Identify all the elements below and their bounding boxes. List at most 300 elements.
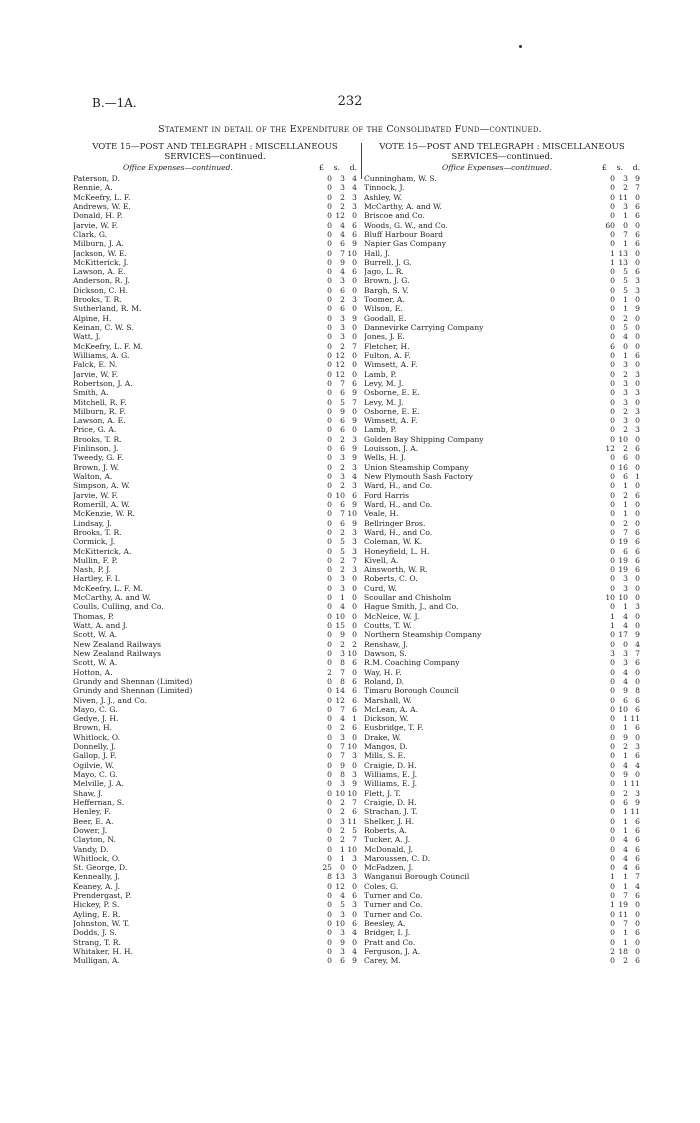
amount-pence: 6 [635,723,640,733]
amount-pounds: 0 [327,499,332,509]
payee-name: Turner and Co. [364,900,423,910]
amount-pence: 6 [635,751,640,761]
payee-name: Thomas, P. [73,611,114,621]
amount-pounds: 0 [610,332,615,342]
expense-row [73,500,357,509]
amount-shillings: 4 [340,220,345,230]
expense-row [364,584,640,593]
expense-row [364,630,640,639]
amount-pence: 0 [352,332,357,342]
expense-row [364,370,640,379]
amount-pence: 9 [352,444,357,454]
expense-row [364,258,640,267]
amount-pounds: 0 [610,658,615,668]
amount-pence: 6 [635,239,640,249]
amount-pounds: 0 [327,211,332,221]
amount-shillings: 1 [623,825,628,835]
payee-name: Keaney, A. J. [73,881,121,891]
amount-pence: 6 [635,825,640,835]
expense-row [364,779,640,788]
payee-name: Scoullar and Chisholm [364,593,452,603]
amount-shillings: 6 [340,444,345,454]
expense-row [73,761,357,770]
payee-name: Watt, J. [73,332,101,342]
expense-row [364,398,640,407]
payee-name: New Zealand Railways [73,648,161,658]
expense-row [73,947,357,956]
amount-shillings: 1 [623,807,628,817]
amount-pounds: 0 [327,201,332,211]
amount-pounds: 0 [610,695,615,705]
statement-title: Statement in detail of the Expenditure of the Consolidated Fund—continued. [158,124,542,135]
amount-shillings: 2 [340,295,345,305]
payee-name: Gedye, J. H. [73,714,119,724]
payee-name: Hotton, A. [73,667,113,677]
expense-row [364,221,640,230]
amount-pounds: 0 [610,239,615,249]
payee-name: Watt, A. and J. [73,621,128,630]
expense-row [73,696,357,705]
expense-row [73,388,357,397]
expense-row [73,249,357,258]
amount-pence: 4 [352,946,357,956]
payee-name: New Plymouth Sash Factory [364,472,473,481]
amount-pounds: 0 [327,388,332,398]
amount-shillings: 3 [340,909,345,919]
amount-shillings: 19 [618,565,628,575]
amount-shillings: 4 [623,835,628,845]
expense-row [364,835,640,844]
payee-name: McDonald, J. [364,844,414,854]
amount-pounds: 0 [327,956,332,966]
amount-shillings: 6 [340,388,345,398]
amount-pence: 6 [635,490,640,500]
expense-row [73,193,357,202]
amount-pence: 0 [352,276,357,286]
payee-name: Dower, J. [73,825,108,835]
amount-pence: 3 [352,751,357,761]
amount-shillings: 7 [340,742,345,752]
expense-row [73,640,357,649]
payee-name: Clark, G. [73,229,108,239]
payee-name: Dawson, S. [364,648,407,658]
amount-pence: 6 [352,676,357,686]
expense-row [364,509,640,518]
amount-pounds: 1 [610,900,615,910]
amount-shillings: 13 [335,872,345,882]
amount-pounds: 0 [610,490,615,500]
amount-pounds: 6 [610,341,615,351]
amount-pence: 6 [352,220,357,230]
amount-pence: 4 [352,183,357,193]
payee-name: Kenneally, J. [73,872,120,882]
amount-pounds: 0 [610,844,615,854]
amount-pence: 11 [630,714,640,724]
payee-name: Clayton, N. [73,835,116,845]
payee-name: Flett, J. T. [364,788,401,798]
payee-name: Ward, H., and Co. [364,499,433,509]
amount-shillings: 12 [335,695,345,705]
amount-pounds: 0 [327,313,332,323]
payee-name: Whitlock, O. [73,732,121,742]
expense-row [364,388,640,397]
amount-pence: 11 [630,779,640,789]
amount-shillings: 3 [623,574,628,584]
expense-row [73,435,357,444]
payee-name: Eusbridge, T. F. [364,723,424,733]
expense-row [364,658,640,667]
expense-row [73,928,357,937]
expense-row [73,463,357,472]
amount-pence: 3 [352,527,357,537]
payee-name: Melville, J. A. [73,779,124,789]
amount-pence: 0 [352,909,357,919]
expense-row [364,807,640,816]
payee-name: Niven, J. J., and Co. [73,695,147,705]
amount-pence: 6 [635,201,640,211]
amount-shillings: 1 [623,714,628,724]
payee-name: Henley, F. [73,807,111,817]
expense-row [364,230,640,239]
amount-shillings: 1 [340,853,345,863]
expense-row [73,472,357,481]
amount-pence: 0 [352,304,357,314]
amount-shillings: 2 [623,956,628,966]
amount-shillings: 6 [340,304,345,314]
amount-pence: 0 [352,350,357,360]
amount-pounds: 0 [610,937,615,947]
amount-shillings: 2 [340,807,345,817]
amount-pence: 11 [630,807,640,817]
payee-name: McLean, A. A. [364,704,419,714]
amount-pence: 6 [635,546,640,556]
expense-row [364,360,640,369]
amount-shillings: 6 [623,472,628,481]
expense-row [73,705,357,714]
amount-pounds: 0 [327,835,332,845]
amount-shillings: 3 [623,583,628,593]
expense-row [364,705,640,714]
amount-pounds: 1 [610,621,615,630]
expense-row [364,919,640,928]
amount-pence: 0 [635,676,640,686]
payee-name: Gallop, J. F. [73,751,117,761]
expense-row [364,910,640,919]
amount-pence: 0 [635,192,640,202]
payee-name: Hickey, P. S. [73,900,120,910]
expense-row [364,845,640,854]
amount-pence: 3 [352,192,357,202]
amount-pence: 3 [635,425,640,435]
amount-pounds: 0 [610,378,615,388]
amount-pence: 9 [635,304,640,314]
amount-pence: 6 [635,816,640,826]
amount-shillings: 8 [340,676,345,686]
payee-name: Woods, G. W., and Co. [364,220,448,230]
amount-pounds: 0 [327,928,332,938]
amount-shillings: 9 [623,732,628,742]
amount-shillings: 11 [618,909,628,919]
expense-row [73,798,357,807]
amount-pounds: 0 [327,760,332,770]
payee-name: Jackson, W. E. [73,248,127,258]
expense-row [364,891,640,900]
amount-pounds: 0 [610,546,615,556]
amount-pounds: 0 [610,462,615,472]
amount-pounds: 0 [610,583,615,593]
payee-name: Osborne, E. E. [364,406,420,416]
amount-pounds: 0 [327,257,332,267]
amount-pence: 7 [635,183,640,193]
amount-shillings: 3 [623,201,628,211]
amount-shillings: 2 [340,639,345,649]
amount-pence: 0 [352,602,357,612]
expense-row [73,267,357,276]
amount-pence: 0 [635,323,640,332]
amount-pounds: 0 [327,714,332,724]
amount-pence: 9 [352,453,357,463]
pounds-header: £ [319,163,324,172]
payee-name: McKitterick, A. [73,546,132,556]
amount-pounds: 0 [610,416,615,426]
expense-row [73,276,357,285]
amount-shillings: 13 [618,248,628,258]
amount-pence: 6 [352,807,357,817]
amount-pounds: 0 [610,211,615,221]
payee-name: Tweedy, G. F. [73,453,124,463]
amount-shillings: 7 [623,527,628,537]
expense-row [73,491,357,500]
amount-pounds: 0 [610,835,615,845]
expense-row [364,342,640,351]
amount-shillings: 6 [623,695,628,705]
amount-pounds: 0 [327,360,332,370]
amount-shillings: 12 [335,881,345,891]
amount-pence: 1 [635,472,640,481]
amount-shillings: 4 [623,676,628,686]
payee-name: Briscoe and Co. [364,211,425,221]
amount-pence: 9 [352,313,357,323]
payee-name: Pratt and Co. [364,937,416,947]
amount-shillings: 1 [623,295,628,305]
amount-shillings: 6 [623,453,628,463]
amount-pence: 0 [352,574,357,584]
amount-pence: 6 [352,891,357,901]
amount-pounds: 0 [610,909,615,919]
payee-name: Ainsworth, W. R. [364,565,428,575]
expense-row [364,714,640,723]
payee-name: Ayling, E. R. [73,909,121,919]
expense-row [364,491,640,500]
expense-row [73,360,357,369]
expense-row [364,640,640,649]
pounds-header: £ [602,163,607,172]
amount-pounds: 0 [327,332,332,342]
expense-row [364,425,640,434]
expense-row [364,183,640,192]
payee-name: Mayo, C. G. [73,770,118,779]
amount-pence: 4 [352,928,357,938]
amount-pounds: 0 [610,853,615,863]
payee-name: Ashley, W. [364,192,403,202]
expense-row [73,807,357,816]
amount-shillings: 6 [623,797,628,807]
amount-pence: 0 [635,937,640,947]
amount-pence: 0 [352,937,357,947]
amount-shillings: 10 [335,788,345,798]
amount-pounds: 0 [327,611,332,621]
amount-pence: 0 [635,593,640,603]
page-number: 232 [337,94,363,109]
payee-name: Lawson, A. E. [73,416,126,426]
payee-name: Turner and Co. [364,909,423,919]
amount-pence: 0 [635,453,640,463]
amount-pounds: 0 [610,472,615,481]
amount-shillings: 1 [623,779,628,789]
amount-pence: 0 [635,770,640,779]
amount-shillings: 1 [623,509,628,519]
expense-row [364,863,640,872]
expense-row [73,174,357,183]
expense-row [73,370,357,379]
amount-shillings: 7 [340,667,345,677]
amount-pounds: 0 [610,267,615,277]
amount-shillings: 9 [340,760,345,770]
payee-name: Nash, P. J. [73,565,112,575]
payee-name: Lamb, P. [364,425,397,435]
amount-pounds: 0 [610,779,615,789]
amount-pounds: 0 [327,751,332,761]
expense-row [364,472,640,481]
amount-pounds: 0 [327,527,332,537]
amount-shillings: 2 [623,425,628,435]
payee-name: Wimsett, A. F. [364,360,418,370]
payee-name: Curd, W. [364,583,397,593]
amount-pounds: 1 [610,611,615,621]
amount-shillings: 4 [340,714,345,724]
amount-pounds: 0 [327,797,332,807]
amount-pounds: 0 [327,462,332,472]
amount-pence: 7 [352,835,357,845]
expense-row [73,519,357,528]
payee-name: Roland, D. [364,676,405,686]
payee-name: Alpine, H. [73,313,112,323]
amount-pounds: 0 [610,639,615,649]
expense-row [364,872,640,881]
amount-pence: 4 [635,760,640,770]
amount-shillings: 0 [340,863,345,873]
amount-pounds: 0 [610,453,615,463]
expense-row [364,789,640,798]
amount-shillings: 7 [340,248,345,258]
amount-pence: 6 [635,835,640,845]
amount-shillings: 1 [340,593,345,603]
amount-shillings: 10 [335,919,345,928]
amount-pounds: 0 [610,714,615,724]
payee-name: McCarthy, A. and W. [364,201,442,211]
expense-list [73,174,357,966]
amount-pounds: 0 [610,481,615,491]
amount-pence: 7 [352,797,357,807]
payee-name: Honeyfield, L. H. [364,546,430,556]
amount-shillings: 1 [623,499,628,509]
amount-shillings: 3 [623,658,628,668]
amount-shillings: 3 [340,332,345,342]
amount-pence: 0 [635,621,640,630]
amount-pounds: 0 [610,276,615,286]
expense-row [364,463,640,472]
amount-shillings: 4 [623,667,628,677]
expense-row [364,481,640,490]
amount-shillings: 2 [340,201,345,211]
expense-row [364,956,640,965]
amount-pounds: 0 [327,779,332,789]
amount-pounds: 0 [610,686,615,696]
amount-shillings: 12 [335,360,345,370]
amount-shillings: 1 [623,239,628,249]
payee-name: Johnston, W. T. [73,919,130,928]
amount-pence: 3 [635,285,640,295]
expense-row [73,714,357,723]
amount-shillings: 3 [340,276,345,286]
payee-name: McFadzen, J. [364,863,414,873]
payee-name: Mills, S. E. [364,751,406,761]
payee-name: Beer, E. A. [73,816,114,826]
amount-shillings: 2 [340,192,345,202]
amount-pounds: 0 [610,565,615,575]
amount-pence: 0 [635,518,640,528]
payee-name: Timaru Borough Council [364,686,459,696]
amount-pence: 6 [635,211,640,221]
expense-row [364,239,640,248]
expense-row [364,332,640,341]
payee-name: Heffernan, S. [73,797,125,807]
amount-shillings: 1 [623,816,628,826]
payee-name: Veale, H. [364,509,399,519]
amount-pounds: 0 [610,304,615,314]
expense-row [364,612,640,621]
amount-shillings: 4 [340,229,345,239]
payee-name: Wanganui Borough Council [364,872,470,882]
amount-pounds: 0 [327,788,332,798]
expense-row [364,500,640,509]
amount-pence: 2 [352,639,357,649]
expense-row [73,556,357,565]
payee-name: Anderson, R. J. [73,276,130,286]
payee-name: Vandy, D. [73,844,109,854]
expense-row [73,444,357,453]
amount-pence: 6 [352,686,357,696]
payee-name: Brown, J. W. [73,462,120,472]
payee-name: Tinnock, J. [364,183,405,193]
amount-pence: 0 [352,593,357,603]
shillings-header: s. [333,163,340,172]
payee-name: Louisson, J. A. [364,444,419,454]
expense-row [364,733,640,742]
payee-name: Milburn, J. A. [73,239,124,249]
expense-row [364,677,640,686]
amount-pence: 8 [635,686,640,696]
expense-row [73,826,357,835]
amount-pence: 6 [635,704,640,714]
amount-shillings: 1 [623,928,628,938]
amount-shillings: 5 [623,276,628,286]
payee-name: Shaw, J. [73,788,103,798]
amount-shillings: 12 [335,369,345,379]
amount-shillings: 9 [623,686,628,696]
amount-pounds: 0 [610,509,615,519]
amount-shillings: 4 [623,844,628,854]
